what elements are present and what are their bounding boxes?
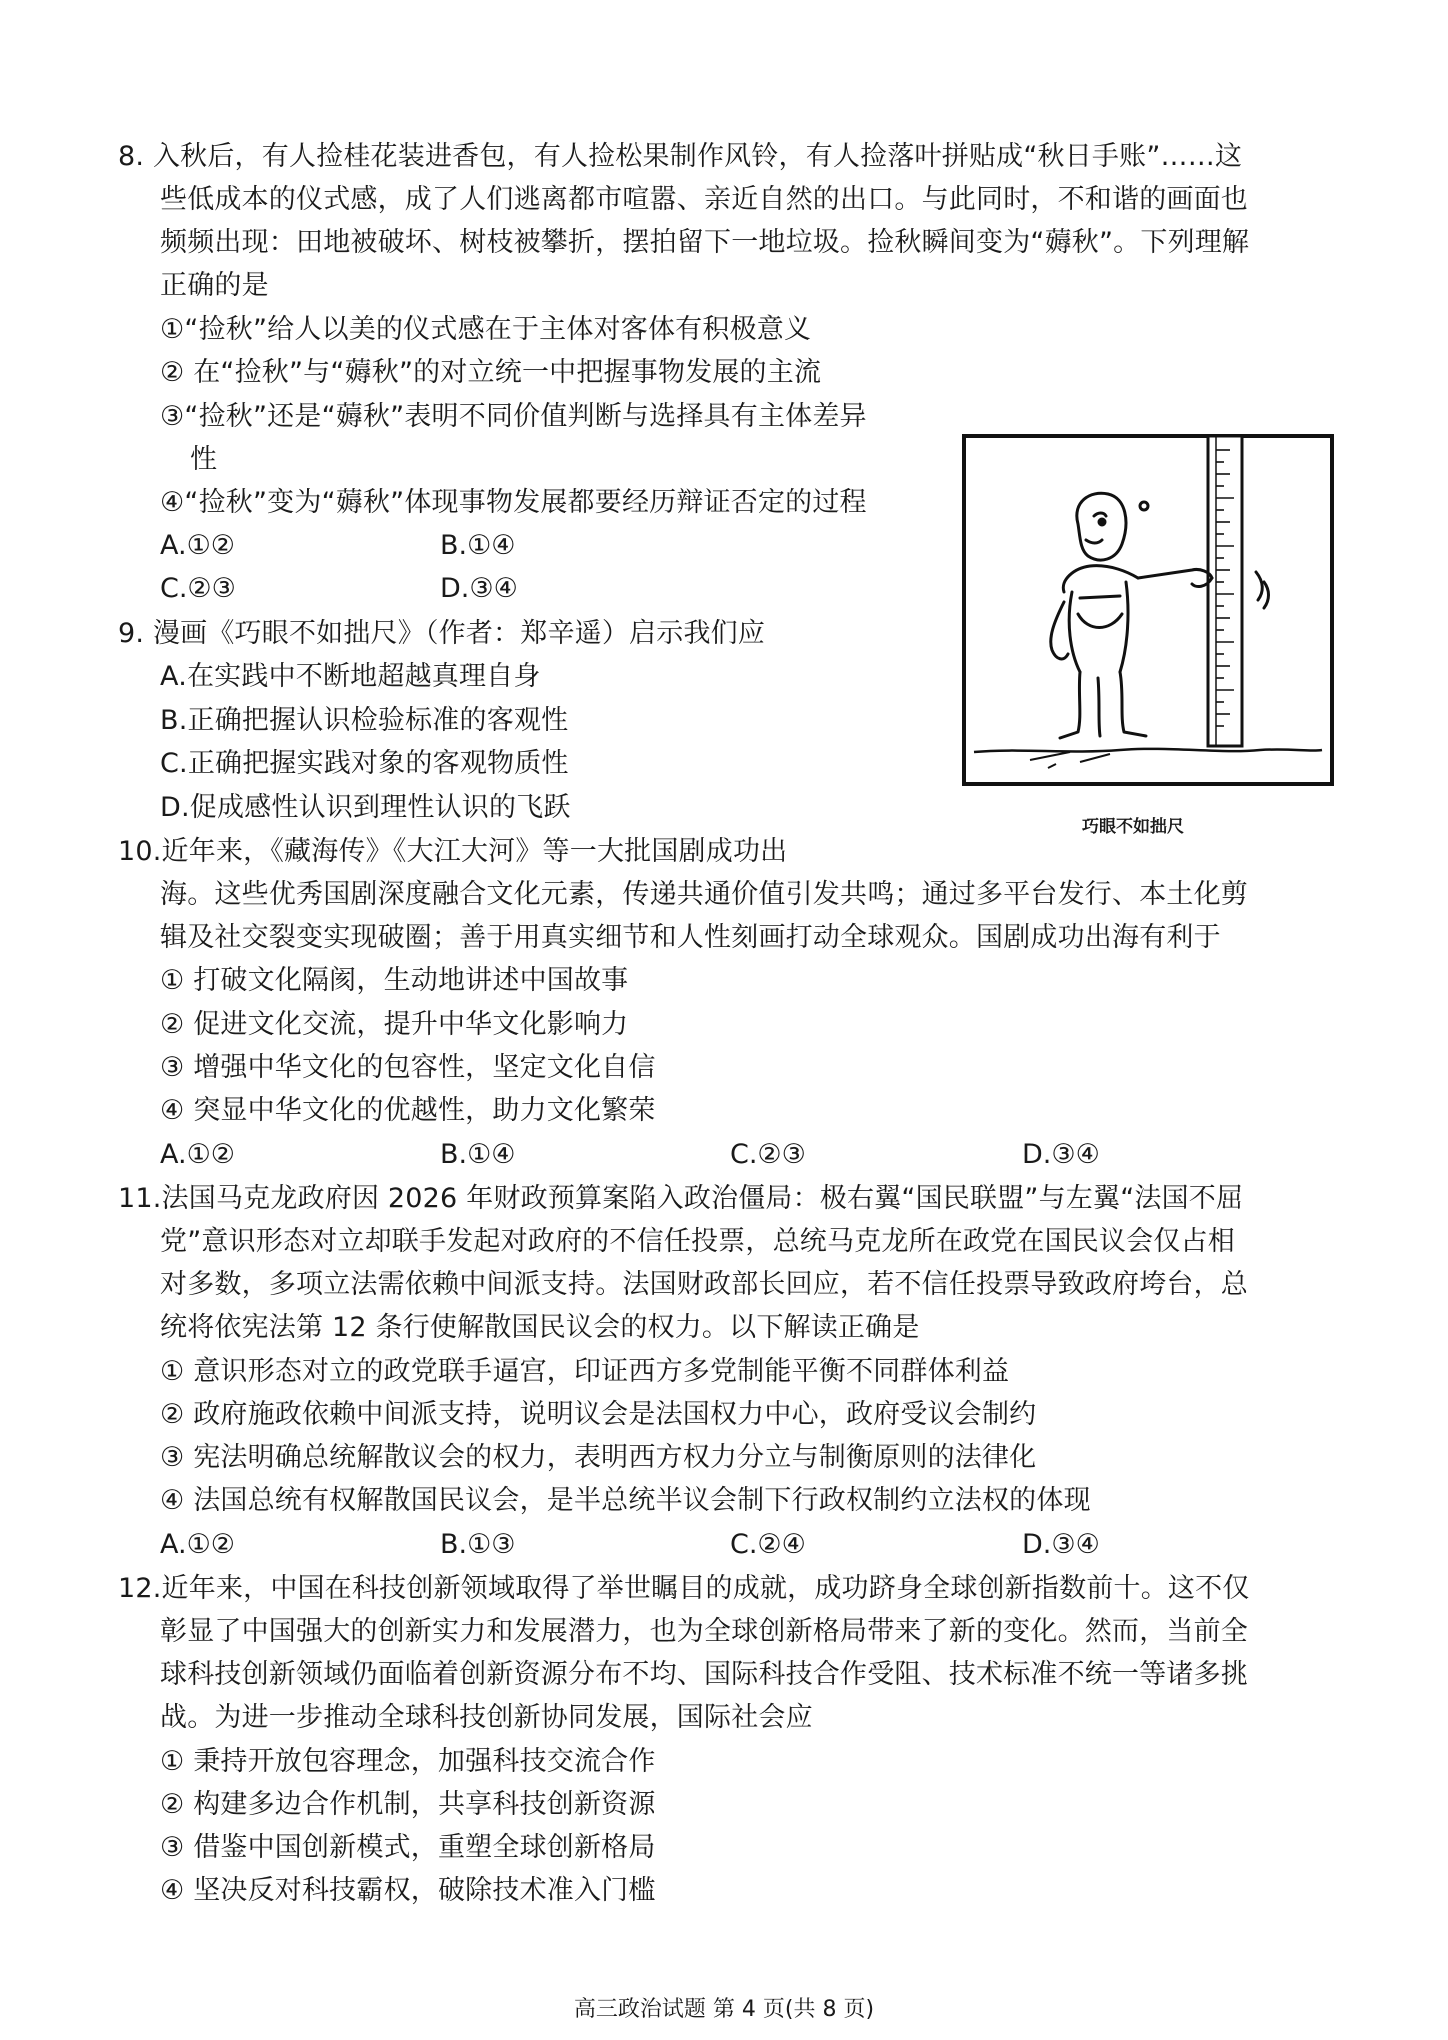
q11-item-4: ④ 法国总统有权解散国民议会，是半总统半议会制下行政权制约立法权的体现 (160, 1485, 1091, 1516)
q10-item-1: ① 打破文化隔阂，生动地讲述中国故事 (160, 965, 629, 996)
q12-item-1: ① 秉持开放包容理念，加强科技交流合作 (160, 1746, 656, 1777)
q10-item-4: ④ 突显中华文化的优越性，助力文化繁荣 (160, 1095, 656, 1126)
q11-item-3: ③ 宪法明确总统解散议会的权力，表明西方权力分立与制衡原则的法律化 (160, 1442, 1037, 1473)
ruler-illustration (1208, 436, 1242, 746)
q8-item-2: ② 在“捡秋”与“薅秋”的对立统一中把握事物发展的主流 (160, 357, 822, 388)
q11-stem-line-2: 党”意识形态对立却联手发起对政府的不信任投票，总统马克龙所在政党在国民议会仅占相 (160, 1226, 1235, 1257)
q11-item-2: ② 政府施政依赖中间派支持，说明议会是法国权力中心，政府受议会制约 (160, 1399, 1037, 1430)
q10-choice-d: D.③④ (1022, 1139, 1100, 1170)
q10-choice-c: C.②③ (730, 1139, 806, 1170)
q11-choice-b: B.①③ (440, 1529, 516, 1560)
q9-choice-c: C.正确把握实践对象的客观物质性 (160, 748, 569, 779)
q8-choice-a: A.①② (160, 530, 235, 561)
q9-choice-d: D.促成感性认识到理性认识的飞跃 (160, 792, 571, 823)
ground-line (974, 749, 1322, 752)
cartoon-figure (960, 432, 1336, 788)
q8-item-3-cont: 性 (190, 444, 218, 475)
q8-item-3: ③“捡秋”还是“薅秋”表明不同价值判断与选择具有主体差异 (160, 401, 867, 432)
page-footer: 高三政治试题 第 4 页(共 8 页) (573, 1997, 875, 2022)
q12-stem-line-3: 球科技创新领域仍面临着创新资源分布不均、国际科技合作受阻、技术标准不统一等诸多挑 (160, 1659, 1248, 1690)
q11-item-1: ① 意识形态对立的政党联手逼宫，印证西方多党制能平衡不同群体利益 (160, 1356, 1010, 1387)
q12-stem-line-2: 彰显了中国强大的创新实力和发展潜力，也为全球创新格局带来了新的变化。然而，当前全 (160, 1616, 1248, 1647)
q10-stem-line-1: 10.近年来，《藏海传》《大江大河》等一大批国剧成功出 (118, 836, 788, 867)
q10-choice-b: B.①④ (440, 1139, 516, 1170)
q9-stem: 9. 漫画《巧眼不如拙尺》（作者：郑辛遥）启示我们应 (118, 618, 766, 649)
q12-item-2: ② 构建多边合作机制，共享科技创新资源 (160, 1789, 656, 1820)
q11-stem-line-4: 统将依宪法第 12 条行使解散国民议会的权力。以下解读正确是 (160, 1312, 920, 1343)
q10-item-3: ③ 增强中华文化的包容性，坚定文化自信 (160, 1052, 656, 1083)
q11-choice-d: D.③④ (1022, 1529, 1100, 1560)
q10-stem-line-2: 海。这些优秀国剧深度融合文化元素，传递共通价值引发共鸣；通过多平台发行、本土化剪 (160, 879, 1248, 910)
q11-choice-a: A.①② (160, 1529, 235, 1560)
q8-stem-line-3: 频频出现：田地被破坏、树枝被攀折，摆拍留下一地垃圾。捡秋瞬间变为“薅秋”。下列理解 (160, 227, 1250, 258)
q12-stem-line-1: 12.近年来，中国在科技创新领域取得了举世瞩目的成就，成功跻身全球创新指数前十。这不仅 (118, 1573, 1250, 1604)
q11-choice-c: C.②④ (730, 1529, 806, 1560)
q8-choice-b: B.①④ (440, 530, 516, 561)
q10-choice-a: A.①② (160, 1139, 235, 1170)
q10-item-2: ② 促进文化交流，提升中华文化影响力 (160, 1009, 629, 1040)
q9-choice-a: A.在实践中不断地超越真理自身 (160, 661, 541, 692)
q12-item-4: ④ 坚决反对科技霸权，破除技术准入门槛 (160, 1875, 656, 1906)
q11-stem-line-3: 对多数，多项立法需依赖中间派支持。法国财政部长回应，若不信任投票导致政府垮台，总 (160, 1269, 1248, 1300)
q8-stem-line-2: 些低成本的仪式感，成了人们逃离都市喧嚣、亲近自然的出口。与此同时，不和谐的画面也 (160, 184, 1248, 215)
q8-choice-c: C.②③ (160, 573, 236, 604)
ground-marks (1030, 752, 1110, 768)
q8-choice-d: D.③④ (440, 573, 518, 604)
q12-stem-line-4: 战。为进一步推动全球科技创新协同发展，国际社会应 (160, 1702, 813, 1733)
q8-stem-line-1: 8. 入秋后，有人捡桂花装进香包，有人捡松果制作风铃，有人捡落叶拼贴成“秋日手账”……这 (118, 141, 1243, 172)
q9-choice-b: B.正确把握认识检验标准的客观性 (160, 705, 569, 736)
q8-item-4: ④“捡秋”变为“薅秋”体现事物发展都要经历辩证否定的过程 (160, 487, 867, 518)
cartoon-caption: 巧眼不如拙尺 (1082, 817, 1184, 837)
cartoon-frame (964, 436, 1332, 784)
q12-item-3: ③ 借鉴中国创新模式，重塑全球创新格局 (160, 1832, 656, 1863)
q11-stem-line-1: 11.法国马克龙政府因 2026 年财政预算案陷入政治僵局：极右翼“国民联盟”与左翼“法国不屈 (118, 1183, 1244, 1214)
q8-item-1: ①“捡秋”给人以美的仪式感在于主体对客体有积极意义 (160, 314, 812, 345)
q10-stem-line-3: 辑及社交裂变实现破圈；善于用真实细节和人性刻画打动全球观众。国剧成功出海有利于 (160, 922, 1221, 953)
q8-stem-line-4: 正确的是 (160, 270, 269, 301)
